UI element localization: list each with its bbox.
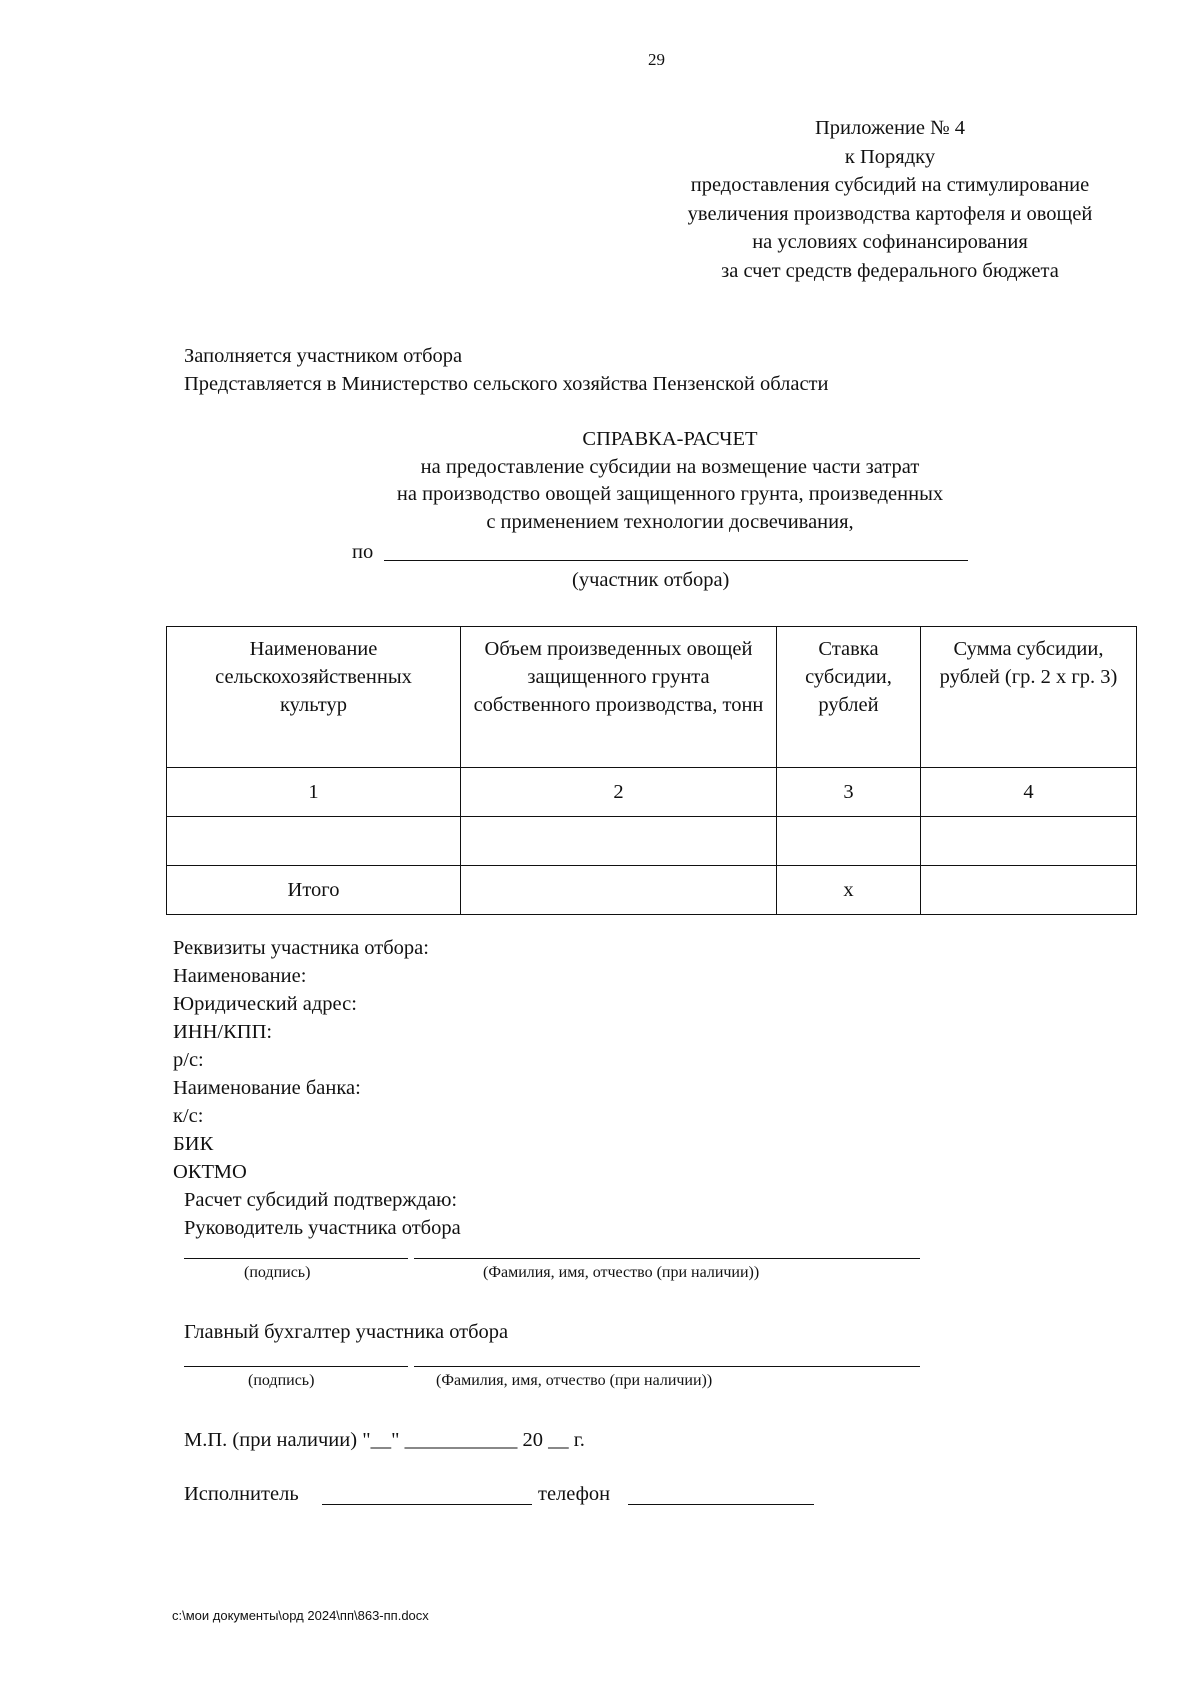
table-cell: 1 <box>167 768 461 817</box>
table-header-cell <box>461 627 777 768</box>
subsidy-table <box>166 626 1137 915</box>
table-row <box>167 768 1137 817</box>
table-row <box>167 817 1137 866</box>
details-line: ИНН/КПП: <box>173 1021 273 1043</box>
table-cell: 2 <box>461 768 777 817</box>
title-line: на предоставление субсидии на возмещение части затрат <box>420 455 920 478</box>
table-cell[interactable] <box>461 866 777 915</box>
accountant-fio-caption: (Фамилия, имя, отчество (при наличии)) <box>436 1372 713 1389</box>
table-cell: 3 <box>777 768 921 817</box>
header-sum: Сумма субсидии, рублей (гр. 2 x гр. 3) <box>939 638 1118 688</box>
appendix-line: за счет средств федерального бюджета <box>721 259 1059 282</box>
participant-name-line[interactable] <box>384 560 968 561</box>
title-line: с применением технологии досвечивания, <box>486 510 854 533</box>
table-cell: 4 <box>921 768 1137 817</box>
details-line: Наименование: <box>173 965 307 987</box>
table-cell: Итого <box>167 866 461 915</box>
accountant-signature-line[interactable] <box>184 1366 408 1367</box>
head-signature-caption: (подпись) <box>244 1264 311 1281</box>
details-line: ОКТМО <box>173 1161 247 1183</box>
filled-by-note: Заполняется участником отбора <box>184 345 463 367</box>
table-total-row <box>167 866 1137 915</box>
table-cell[interactable] <box>167 817 461 866</box>
participant-details <box>173 934 429 1186</box>
page-number: 29 <box>648 50 665 69</box>
table-header-cell <box>777 627 921 768</box>
accountant-label: Главный бухгалтер участника отбора <box>184 1321 509 1343</box>
accountant-fio-line[interactable] <box>414 1366 920 1367</box>
phone-line[interactable] <box>628 1504 814 1505</box>
table-cell[interactable] <box>921 817 1137 866</box>
confirm-note: Расчет субсидий подтверждаю: <box>184 1189 458 1211</box>
title-line: на производство овощей защищенного грунта, произведенных <box>396 483 944 505</box>
head-fio-line[interactable] <box>414 1258 920 1259</box>
appendix-line: предоставления субсидий на стимулирование <box>690 174 1090 196</box>
details-line: БИК <box>173 1133 214 1155</box>
head-fio-caption: (Фамилия, имя, отчество (при наличии)) <box>483 1264 760 1281</box>
appendix-line: увеличения производства картофеля и овощей <box>687 202 1093 225</box>
details-line: Наименование банка: <box>173 1077 361 1099</box>
appendix-line: на условиях софинансирования <box>752 231 1028 253</box>
details-line: Реквизиты участника отбора: <box>173 937 429 959</box>
footer-file-path: c:\мои документы\орд 2024\пп\863-пп.docx <box>172 1608 429 1623</box>
details-line: р/с: <box>173 1049 204 1071</box>
table-cell[interactable] <box>921 866 1137 915</box>
participant-caption: (участник отбора) <box>572 569 730 591</box>
executor-name-line[interactable] <box>322 1504 532 1505</box>
phone-label: телефон <box>538 1483 611 1505</box>
table-header-row <box>167 627 1137 768</box>
mp-date-line: М.П. (при наличии) "__" ___________ 20 __ г. <box>184 1429 585 1451</box>
appendix-line: Приложение № 4 <box>814 117 966 139</box>
table-header-cell <box>167 627 461 768</box>
executor-label: Исполнитель <box>184 1483 299 1505</box>
table-cell[interactable] <box>777 817 921 866</box>
document-title <box>300 426 1040 536</box>
appendix-block <box>640 114 1140 285</box>
head-label: Руководитель участника отбора <box>184 1217 461 1239</box>
accountant-signature-caption: (подпись) <box>248 1372 315 1389</box>
submitted-to-note: Представляется в Министерство сельского хозяйства Пензенской области <box>184 373 829 395</box>
table-cell: x <box>777 866 921 915</box>
table-cell[interactable] <box>461 817 777 866</box>
table-header-cell <box>921 627 1137 768</box>
title-heading: СПРАВКА-РАСЧЕТ <box>582 428 758 450</box>
header-volume: Объем произведенных овощей защищенного грунта собственного производства, тонн <box>473 638 764 716</box>
head-signature-line[interactable] <box>184 1258 408 1259</box>
details-line: к/с: <box>173 1105 204 1127</box>
po-label: по <box>352 541 374 563</box>
details-line: Юридический адрес: <box>173 993 357 1015</box>
header-rate: Ставка субсидии, рублей <box>805 638 892 716</box>
header-crops: Наименование сельскохозяйственных культур <box>215 638 412 716</box>
appendix-line: к Порядку <box>844 145 936 168</box>
